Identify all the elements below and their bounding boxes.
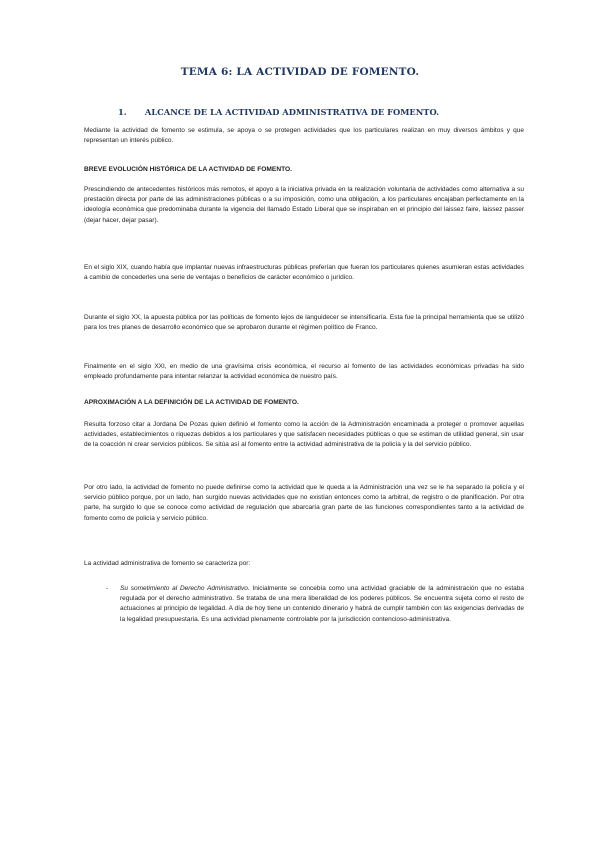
subheading-history: BREVE EVOLUCIÓN HISTÓRICA DE LA ACTIVIDAD DE FOMENTO. (84, 166, 292, 173)
bullet-text: Inicialmente se concebía como una actividad graciable de la administración que no estaba regulada por el derecho administrativo. Se trataba de una mera liberalidad de los poderes públicos. Se encuentra sujeta como el resto de actuaciones al principio de legalidad. A día de hoy tiene un contenido dinerario y habrá de cumplir también con las exigencias derivadas de la legalidad presupuestaria. Es una actividad plenamente controlable por la jurisdicción contencioso-administrativa. (120, 585, 524, 623)
bullet-dash-icon: - (106, 585, 109, 592)
subheading-definition: APROXIMACIÓN A LA DEFINICIÓN DE LA ACTIVIDAD DE FOMENTO. (84, 399, 299, 406)
history-paragraph-1: Prescindiendo de antecedentes históricos más remotos, el apoyo a la iniciativa privada en la realización voluntaria de actividades como alternativa a su prestación directa por parte de las administraciones públicas o a su imposición, como una obligación, a los particulares encajaban perfectamente en la ideología económica que predominaba durante la vigencia del llamado Estado Liberal que se inspiraban en el principio del laissez faire, laissez passer (dejar hacer, dejar pasar). (84, 186, 524, 224)
definition-paragraph-1: Resulta forzoso citar a Jordana De Pozas quien definió el fomento como la acción de la Administración encaminada a proteger o promover aquellas actividades, establecimientos o riquezas debidos a los particulares y que satisfacen necesidades públicas o que se estiman de utilidad general, sin usar de la coacción ni crear servicios públicos. Se sitúa así al fomento entre la actividad administrativa de la policía y la del servicio público. (84, 421, 524, 449)
section-heading-text: ALCANCE DE LA ACTIVIDAD ADMINISTRATIVA DE FOMENTO. (144, 107, 440, 117)
list-item (84, 584, 524, 625)
definition-paragraph-2: Por otro lado, la actividad de fomento no puede definirse como la actividad que le queda a la Administración una vez se le ha separado la policía y el servicio público porque, por un lado, han surgido nuevas actividades que no existían entonces como la arbitral, de registro o de planificación. Por otra parte, ha surgido lo que se conoce como actividad de regulación que abarcaría gran parte de las funciones correspondientes tanto a la actividad de fomento como de policía y servicio público. (84, 484, 524, 522)
intro-paragraph: Mediante la actividad de fomento se estimula, se apoya o se protegen actividades que los particulares realizan en muy diversos ámbitos y que representan un interés público. (84, 127, 524, 145)
characteristics-intro: La actividad administrativa de fomento se caracteriza por: (84, 560, 251, 567)
history-paragraph-2: En el siglo XIX, cuando había que implantar nuevas infraestructuras públicas preferían que fueran los particulares quienes asumieran estas actividades a cambio de concederles una serie de ventajas o beneficios de carácter económico o jurídico. (84, 264, 524, 282)
section-number: 1. (118, 107, 127, 117)
section-heading (118, 107, 439, 117)
history-paragraph-3: Durante el siglo XX, la apuesta pública por las políticas de fomento lejos de languidecer se intensificaría. Esta fue la principal herramienta que se utilizó para los tres planes de desarrollo económico que se aprobaron durante el régimen político de Franco. (84, 314, 524, 332)
history-paragraph-4: Finalmente en el siglo XXI, en medio de una gravísima crisis económica, el recurso al fomento de las actividades económicas privadas ha sido empleado profundamente para intentar relanzar la actividad económica de nuestro país. (84, 363, 524, 381)
document-title: TEMA 6: LA ACTIVIDAD DE FOMENTO. (180, 66, 420, 78)
characteristics-list (84, 584, 524, 625)
bullet-lead: Su sometimiento al Derecho Administrativo. (120, 585, 250, 592)
